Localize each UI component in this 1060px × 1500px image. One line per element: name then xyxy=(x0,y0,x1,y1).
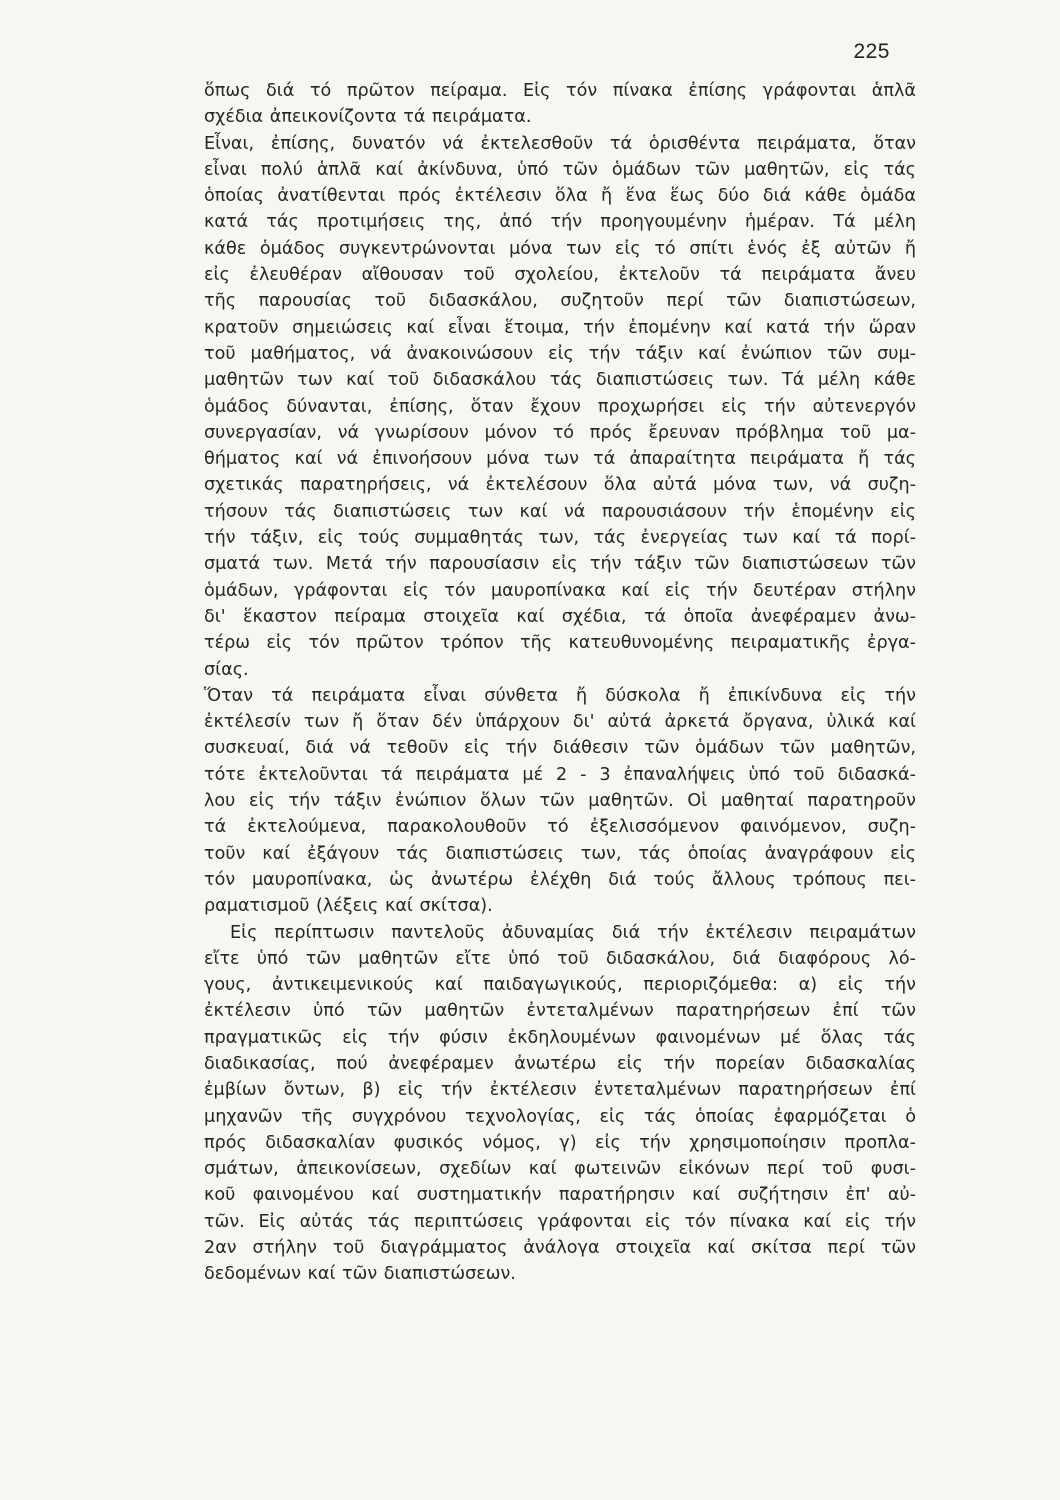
text-line: Εἶναι, ἐπίσης, δυνατόν νά ἐκτελεσθοῦν τά ὁρισθέντα πειράματα, ὅταν xyxy=(204,133,916,154)
text-line: τῆς παρουσίας τοῦ διδασκάλου, συζητοῦν περί τῶν διαπιστώσεων, xyxy=(204,291,916,312)
text-line: σχέδια ἀπεικονίζοντα τά πειράματα. xyxy=(204,107,532,128)
text-line: ἐκτέλεσίν των ἤ ὅταν δέν ὑπάρχουν δι' αὐτά ἀρκετά ὄργανα, ὑλικά καί xyxy=(204,712,916,733)
text-line: τοῦ μαθήματος, νά ἀνακοινώσουν εἰς τήν τάξιν καί ἐνώπιον τῶν συμ- xyxy=(204,343,916,364)
text-line: τά ἐκτελούμενα, παρακολουθοῦν τό ἐξελισσόμενον φαινόμενον, συζη- xyxy=(204,817,916,838)
text-line: γους, ἀντικειμενικούς καί παιδαγωγικούς, περιοριζόμεθα: α) εἰς τήν xyxy=(204,975,916,996)
text-line: διαδικασίας, πού ἀνεφέραμεν ἀνωτέρω εἰς τήν πορείαν διδασκαλίας xyxy=(204,1053,916,1074)
text-line: τόν μαυροπίνακα, ὡς ἀνωτέρω ἐλέχθη διά τούς ἄλλους τρόπους πει- xyxy=(204,869,916,890)
text-line: ραματισμοῦ (λέξεις καί σκίτσα). xyxy=(204,896,493,917)
text-line: τήσουν τάς διαπιστώσεις των καί νά παρουσιάσουν τήν ἑπομένην εἰς xyxy=(204,501,916,522)
text-line: ὅπως διά τό πρῶτον πείραμα. Εἰς τόν πίνακα ἐπίσης γράφονται ἁπλᾶ xyxy=(204,81,916,101)
text-line: σμάτων, ἀπεικονίσεων, σχεδίων καί φωτεινῶν εἰκόνων περί τοῦ φυσι- xyxy=(204,1159,916,1180)
text-line: Ὅταν τά πειράματα εἶναι σύνθετα ἤ δύσκολα ἤ ἐπικίνδυνα εἰς τήν xyxy=(204,685,916,706)
text-line: κοῦ φαινομένου καί συστηματικήν παρατήρησιν καί συζήτησιν ἐπ' αὐ- xyxy=(204,1185,916,1206)
text-line: ὁμάδος δύνανται, ἐπίσης, ὅταν ἔχουν προχωρήσει εἰς τήν αὐτενεργόν xyxy=(204,396,916,417)
text-line: συνεργασίαν, νά γνωρίσουν μόνον τό πρός ἔρευναν πρόβλημα τοῦ μα- xyxy=(204,422,916,443)
text-line: ὁμάδων, γράφονται εἰς τόν μαυροπίνακα καί εἰς τήν δευτέραν στήλην xyxy=(204,580,916,601)
text-line: δεδομένων καί τῶν διαπιστώσεων. xyxy=(204,1264,516,1285)
text-line: σματά των. Μετά τήν παρουσίασιν εἰς τήν τάξιν τῶν διαπιστώσεων τῶν xyxy=(204,554,916,575)
text-line: τοῦν καί ἐξάγουν τάς διαπιστώσεις των, τάς ὁποίας ἀναγράφουν εἰς xyxy=(204,843,916,864)
text-line: συσκευαί, διά νά τεθοῦν εἰς τήν διάθεσιν τῶν ὁμάδων τῶν μαθητῶν, xyxy=(204,738,916,759)
text-line: σίας. xyxy=(204,659,249,680)
page-body-text xyxy=(204,78,916,1288)
text-line: εἶναι πολύ ἁπλᾶ καί ἀκίνδυνα, ὑπό τῶν ὁμάδων τῶν μαθητῶν, εἰς τάς xyxy=(204,159,916,180)
text-line: ὁποίας ἀνατίθενται πρός ἐκτέλεσιν ὅλα ἤ ἕνα ἕως δύο διά κάθε ὁμάδα xyxy=(204,186,916,207)
text-line: σχετικάς παρατηρήσεις, νά ἐκτελέσουν ὅλα αὐτά μόνα των, νά συζη- xyxy=(204,475,916,496)
text-line: εἰς ἐλευθέραν αἴθουσαν τοῦ σχολείου, ἐκτελοῦν τά πειράματα ἄνευ xyxy=(204,265,916,286)
text-line: κατά τάς προτιμήσεις της, ἀπό τήν προηγουμένην ἡμέραν. Τά μέλη xyxy=(204,212,916,233)
text-line: ἐμβίων ὄντων, β) εἰς τήν ἐκτέλεσιν ἐντεταλμένων παρατηρήσεων ἐπί xyxy=(204,1080,916,1101)
text-line: τήν τάξιν, εἰς τούς συμμαθητάς των, τάς ἐνεργείας των καί τά πορί- xyxy=(204,528,916,549)
text-line: τέρω εἰς τόν πρῶτον τρόπον τῆς κατευθυνομένης πειραματικῆς ἐργα- xyxy=(204,633,916,654)
text-line: θήματος καί νά ἐπινοήσουν μόνα των τά ἀπαραίτητα πειράματα ἤ τάς xyxy=(204,449,916,470)
text-line: λου εἰς τήν τάξιν ἐνώπιον ὅλων τῶν μαθητῶν. Οἱ μαθηταί παρατηροῦν xyxy=(204,791,916,812)
text-line: πραγματικῶς εἰς τήν φύσιν ἐκδηλουμένων φαινομένων μέ ὅλας τάς xyxy=(204,1027,916,1048)
text-line: ἐκτέλεσιν ὑπό τῶν μαθητῶν ἐντεταλμένων παρατηρήσεων ἐπί τῶν xyxy=(204,1001,916,1022)
page-number: 225 xyxy=(853,40,890,63)
text-line: τότε ἐκτελοῦνται τά πειράματα μέ 2 - 3 ἐπαναλήψεις ὑπό τοῦ διδασκά- xyxy=(204,764,916,785)
text-line: κάθε ὁμάδος συγκεντρώνονται μόνα των εἰς τό σπίτι ἑνός ἐξ αὐτῶν ἤ xyxy=(204,238,916,259)
text-line: πρός διδασκαλίαν φυσικός νόμος, γ) εἰς τήν χρησιμοποίησιν προπλα- xyxy=(204,1132,916,1153)
text-line: Εἰς περίπτωσιν παντελοῦς ἀδυναμίας διά τήν ἐκτέλεσιν πειραμάτων xyxy=(230,922,916,943)
text-line: 2αν στήλην τοῦ διαγράμματος ἀνάλογα στοιχεῖα καί σκίτσα περί τῶν xyxy=(204,1238,916,1259)
text-line: μηχανῶν τῆς συγχρόνου τεχνολογίας, εἰς τάς ὁποίας ἐφαρμόζεται ὁ xyxy=(204,1106,916,1127)
text-line: μαθητῶν των καί τοῦ διδασκάλου τάς διαπιστώσεις των. Τά μέλη κάθε xyxy=(204,370,916,391)
text-line: κρατοῦν σημειώσεις καί εἶναι ἕτοιμα, τήν ἑπομένην καί κατά τήν ὥραν xyxy=(204,317,916,338)
text-line: εἴτε ὑπό τῶν μαθητῶν εἴτε ὑπό τοῦ διδασκάλου, διά διαφόρους λό- xyxy=(204,948,916,969)
text-line: δι' ἕκαστον πείραμα στοιχεῖα καί σχέδια, τά ὁποῖα ἀνεφέραμεν ἀνω- xyxy=(204,606,916,627)
text-line: τῶν. Εἰς αὐτάς τάς περιπτώσεις γράφονται εἰς τόν πίνακα καί εἰς τήν xyxy=(204,1211,916,1232)
